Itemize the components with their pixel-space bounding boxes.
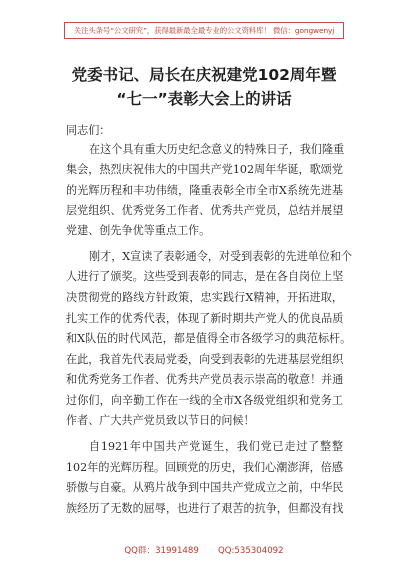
paragraph-line: 的光辉历程和丰功伟绩，隆重表彰全市全市X系统先进基 [66,184,343,197]
paragraph-line: 人进行了颁奖。这些受到表彰的同志，是在各自岗位上坚 [66,270,344,283]
paragraph-line: 和X队伍的时代风范，都是值得全市各级学习的典范标杆。 [66,332,352,345]
header-banner: 关注头条号“公文研究”，获得最新最全最专业的公文资料库！ 微信：gongwenyj [64,22,344,39]
footer-qq: QQ:535304092 [217,546,284,556]
document-title-line-2: “七一”表彰大会上的讲话 [116,90,292,108]
paragraph-line: 层党组织、优秀党务工作者、优秀共产党员，总结并展望 [66,204,344,217]
paragraph-line: 102年的光辉历程。回顾党的历史，我们心潮澎湃，倍感 [66,461,343,474]
footer-qq-group: QQ群：31991489 [124,546,199,556]
paragraph-line: 族经历了无数的屈辱，也进行了艰苦的抗争，但都没有找 [66,502,344,515]
paragraph-line: 作者、广大共产党员致以节日的问候！ [66,414,255,427]
paragraph-line: 在此，我首先代表局党委，向受到表彰的先进基层党组织 [66,353,344,366]
footer-contact [0,544,408,556]
paragraph-line: 扎实工作的优秀代表，体现了新时期共产党人的优良品质 [66,312,344,325]
document-title-line-1: 党委书记、局长在庆祝建党102周年暨 [71,66,337,84]
paragraph-line: 自1921年中国共产党诞生，我们党已走过了整整 [89,440,343,453]
paragraph-line: 过你们，向辛勤工作在一线的全市X各级党组织和党务工 [66,394,343,407]
paragraph-line: 刚才，X宣读了表彰通令，对受到表彰的先进单位和个 [89,250,353,263]
paragraph-line: 集会，热烈庆祝伟大的中国共产党102周年华诞，歌颂党 [66,163,343,176]
paragraph-line: 决贯彻党的路线方针政策，忠实践行X精神，开拓进取， [66,291,343,304]
paragraph-line: 骄傲与自豪。从鸦片战争到中国共产党成立之前，中华民 [66,481,344,494]
paragraph-line: 在这个具有重大历史纪念意义的特殊日子，我们隆重 [89,143,345,156]
salutation: 同志们： [66,124,111,137]
paragraph-line: 党建、创先争优等重点工作。 [66,224,211,237]
paragraph-line: 和优秀党务工作者、优秀共产党员表示崇高的敬意！并通 [66,373,344,386]
